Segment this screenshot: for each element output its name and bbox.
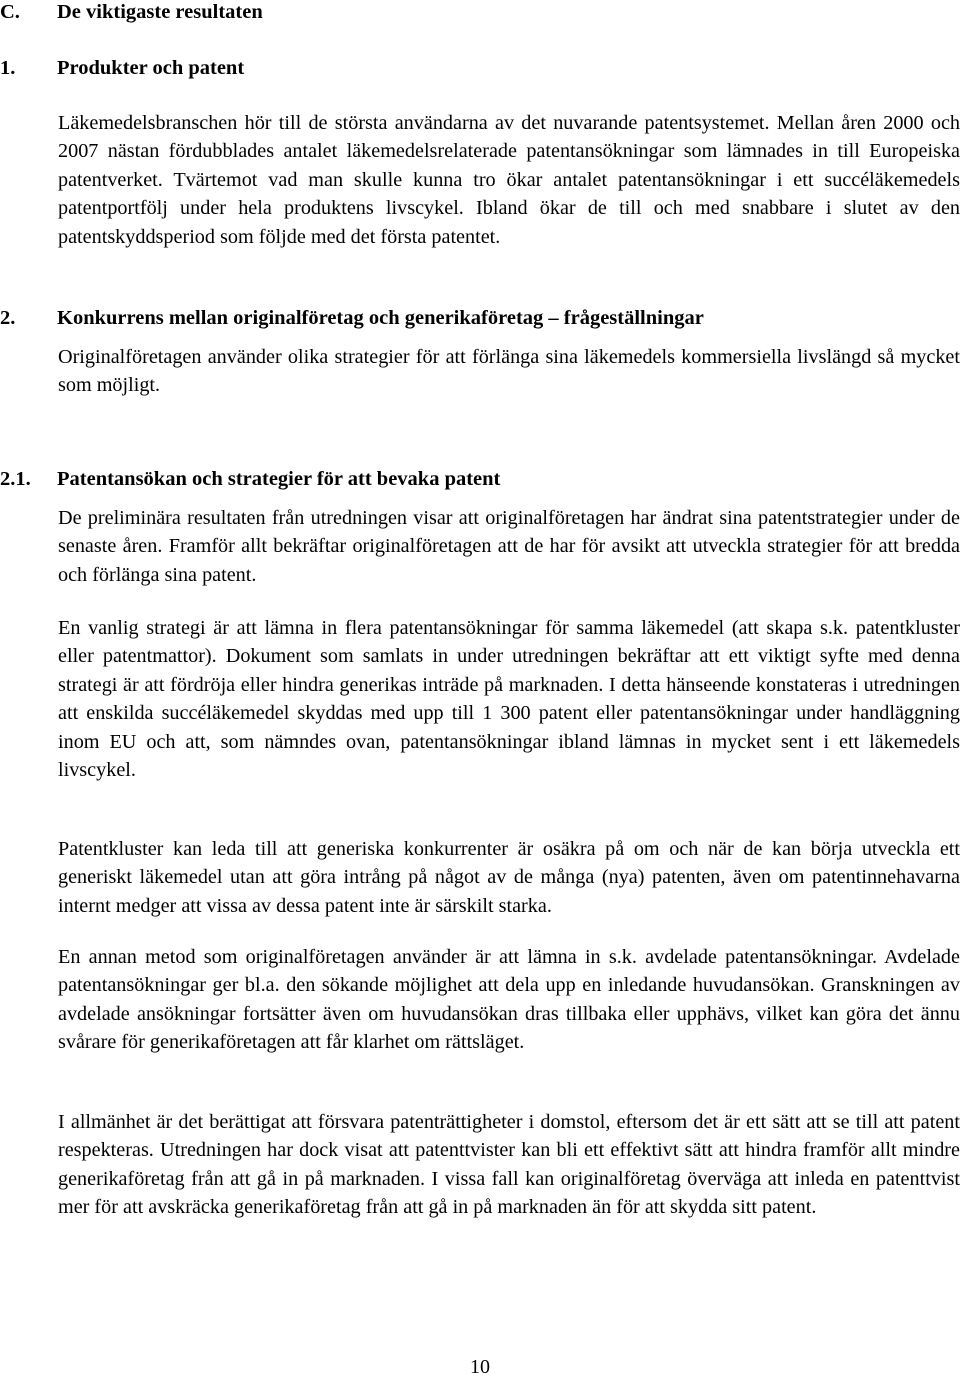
section-title: De viktigaste resultaten [57,1,263,23]
heading-2-number: 2. [0,307,16,329]
heading-2-1 [0,465,500,493]
paragraph-2-1-3: Patentkluster kan leda till att generiska konkurrenter är osäkra på om och när de kan börja utveckla ett generiskt läkemedel utan att göra intrång på något av de många (nya) patenten, även om patentinnehavarna internt medger att vissa av dessa patent inte är särskilt starka. [58,838,960,917]
heading-1-number: 1. [0,57,16,79]
heading-1 [0,54,244,82]
paragraph-2-1-5: I allmänhet är det berättigat att försvara patenträttigheter i domstol, eftersom det är ett sätt att se till att patent respekteras. Utredningen har dock visat att patenttvister kan bli ett effektivt sätt att hindra framför allt mindre generikaföretag från att gå in på marknaden. I vissa fall kan originalföretag överväga att inleda en patenttvist mer för att avskräcka generikaföretag från att gå in på marknaden än för att skydda sitt patent. [58,1111,960,1219]
section-letter: C. [0,1,20,23]
paragraph-2-1-1: De preliminära resultaten från utredningen visar att originalföretagen har ändrat sina patentstrategier under de senaste åren. Framför allt bekräftar originalföretagen att de har för avsikt att utveckla strategier för att bredda och förlänga sina patent. [58,507,960,586]
page-number: 10 [470,1356,490,1378]
heading-1-title: Produkter och patent [57,57,245,79]
paragraph-1-1: Läkemedelsbranschen hör till de största användarna av det nuvarande patentsystemet. Mellan åren 2000 och 2007 nästan fördubblades antalet läkemedelsrelaterade patentansökningar som lämnades in till Europeiska patentverket. Tvärtemot vad man skulle kunna tro ökar antalet patentansökningar i ett succéläkemedels patentportfölj under hela produktens livscykel. Ibland ökar de till och med snabbare i slutet av den patentskyddsperiod som följde med det första patentet. [58,112,960,248]
heading-2-1-number: 2.1. [0,468,31,490]
paragraph-2-1-4: En annan metod som originalföretagen använder är att lämna in s.k. avdelade patentansökningar. Avdelade patentansökningar ger bl.a. den sökande möjlighet att dela upp en inledande huvudansökan. Granskningen av avdelade ansökningar fortsätter även om huvudansökan dras tillbaka eller upphävs, vilket kan göra det ännu svårare för generikaföretagen att får klarhet om rättsläget. [58,946,960,1054]
heading-2-title: Konkurrens mellan originalföretag och generikaföretag – frågeställningar [57,307,704,329]
section-heading [0,0,263,26]
paragraph-2-1-2: En vanlig strategi är att lämna in flera patentansökningar för samma läkemedel (att skapa s.k. patentkluster eller patentmattor). Dokument som samlats in under utredningen bekräftar att ett viktigt syfte med denna strategi är att fördröja eller hindra generikas inträde på marknaden. I detta hänseende konstateras i utredningen att enskilda succéläkemedel skyddas med upp till 1 300 patent eller patentansökningar under handläggning inom EU och att, som nämndes ovan, patentansökningar ibland lämnas in mycket sent i ett läkemedels livscykel. [58,617,960,782]
paragraph-2-1: Originalföretagen använder olika strategier för att förlänga sina läkemedels kommersiella livslängd så mycket som möjligt. [58,346,960,397]
heading-2-1-title: Patentansökan och strategier för att bevaka patent [57,468,501,490]
heading-2 [0,304,704,332]
